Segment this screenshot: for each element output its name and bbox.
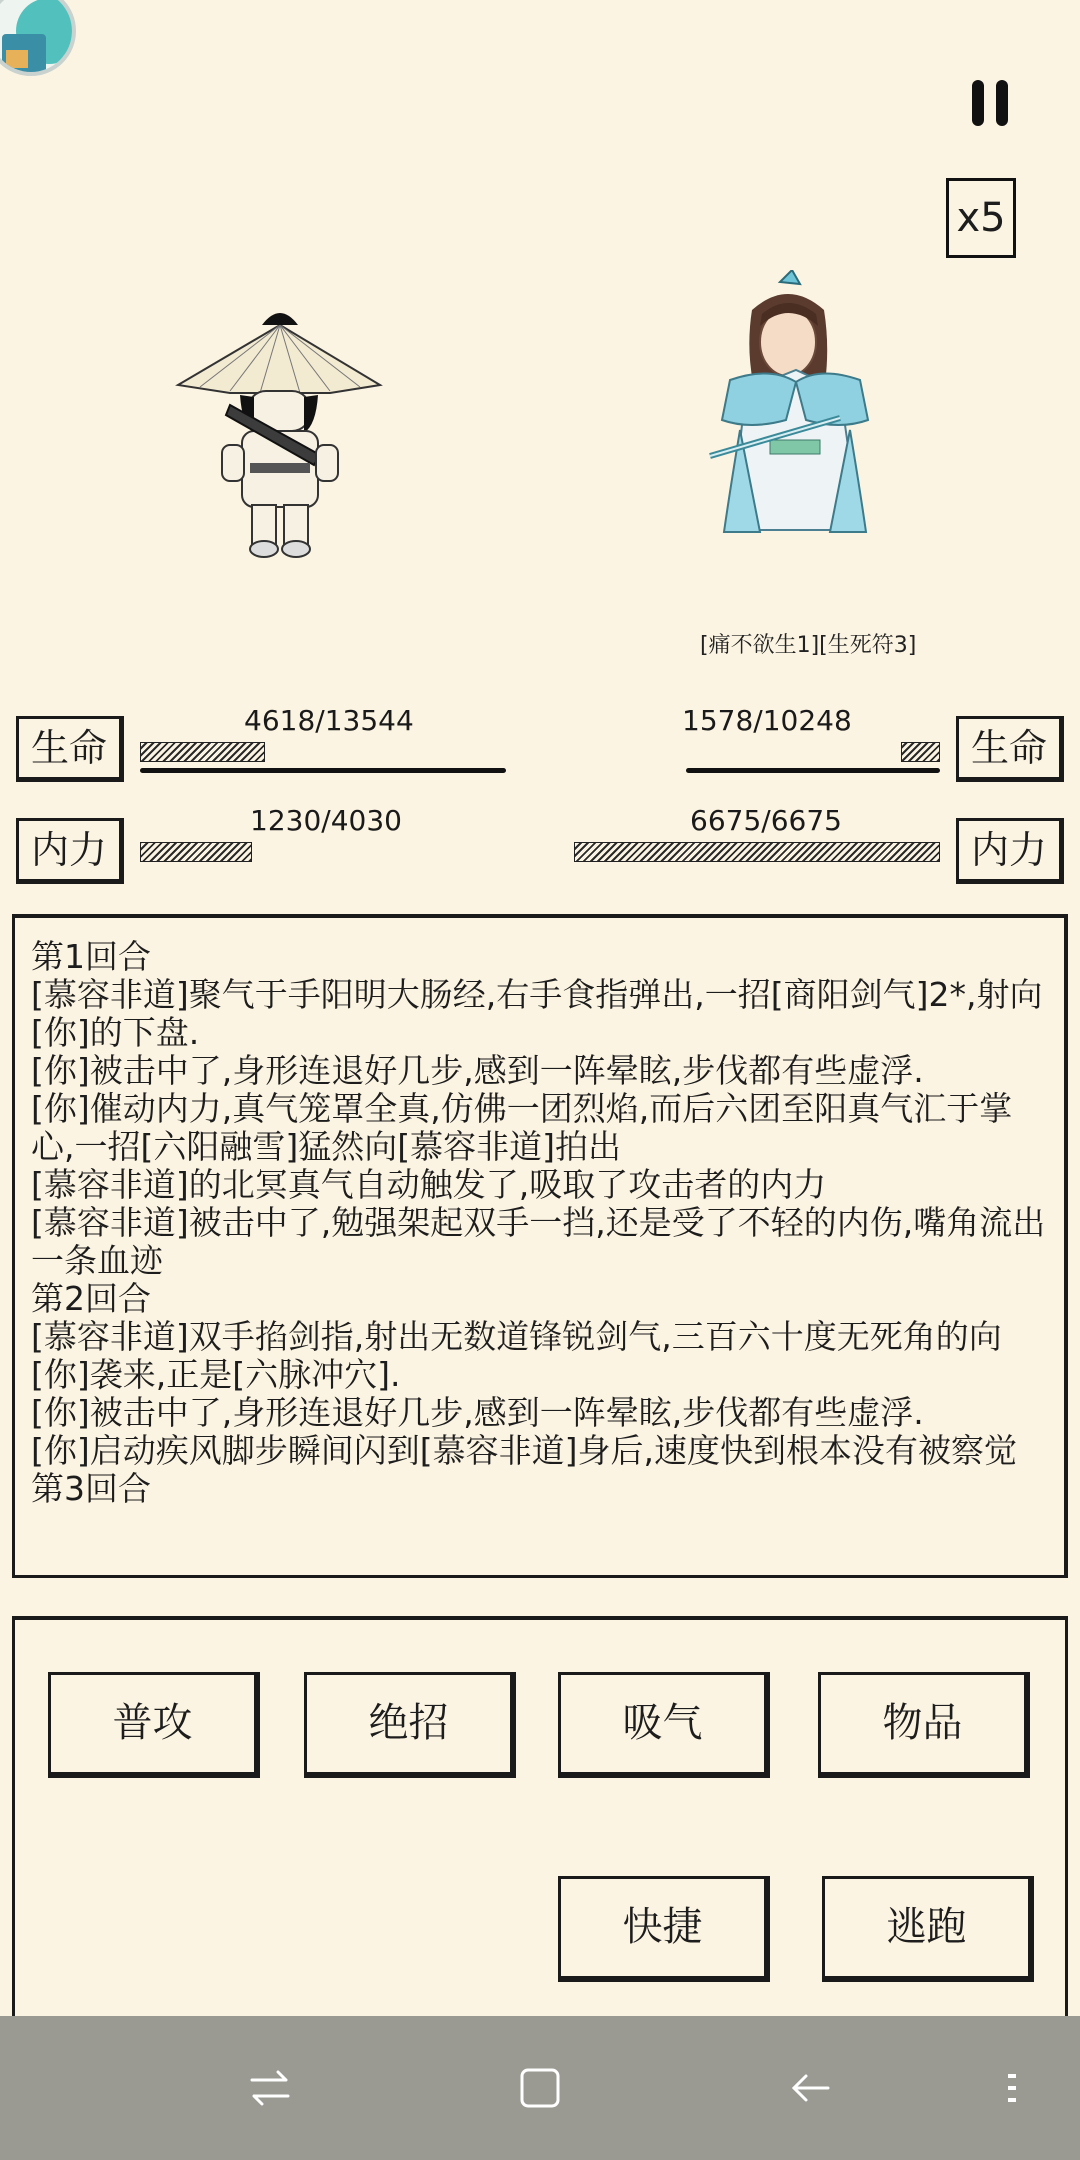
floating-assistant-icon[interactable]: [0, 0, 76, 76]
speed-button[interactable]: x5: [946, 178, 1016, 258]
ultimate-button[interactable]: 绝招: [304, 1672, 516, 1778]
enemy-hp-value: 1578/10248: [682, 704, 852, 737]
enemy-mp-bar: [574, 842, 940, 862]
log-line: [慕容非道]聚气于手阳明大肠经,右手食指弹出,一招[商阳剑气]2*,射向[你]的下盘.: [31, 975, 1043, 1052]
player-hp-bar: [140, 742, 265, 762]
pause-button[interactable]: [966, 78, 1016, 128]
items-button[interactable]: 物品: [818, 1672, 1030, 1778]
breathe-button[interactable]: 吸气: [558, 1672, 770, 1778]
log-line: [你]催动内力,真气笼罩全真,仿佛一团烈焰,而后六团至阳真气汇于掌心,一招[六阳融雪]猛然向[慕容非道]拍出: [31, 1089, 1013, 1166]
player-mp-label: 内力: [16, 818, 124, 884]
log-line: 第3回合: [31, 1469, 151, 1508]
flee-button[interactable]: 逃跑: [822, 1876, 1034, 1982]
home-icon[interactable]: [516, 2064, 564, 2112]
log-line: [你]被击中了,身形连退好几步,感到一阵晕眩,步伐都有些虚浮.: [31, 1393, 924, 1432]
enemy-hp-bar: [901, 742, 940, 762]
log-line: [慕容非道]的北冥真气自动触发了,吸取了攻击者的内力: [31, 1165, 827, 1204]
back-icon[interactable]: [786, 2064, 834, 2112]
log-line: [慕容非道]被击中了,勉强架起双手一挡,还是受了不轻的内伤,嘴角流出一条血迹: [31, 1203, 1046, 1280]
player-hp-value: 4618/13544: [244, 704, 414, 737]
enemy-hp-track: [686, 768, 940, 773]
log-line: [慕容非道]双手掐剑指,射出无数道锋锐剑气,三百六十度无死角的向[你]袭来,正是[六脉冲穴].: [31, 1317, 1002, 1394]
log-line: 第2回合: [31, 1279, 151, 1318]
log-line: [你]被击中了,身形连退好几步,感到一阵晕眩,步伐都有些虚浮.: [31, 1051, 924, 1090]
log-line: [你]启动疾风脚步瞬间闪到[慕容非道]身后,速度快到根本没有被察觉: [31, 1431, 1017, 1470]
pause-icon: [972, 80, 984, 126]
player-character-sprite: [170, 295, 390, 565]
player-mp-value: 1230/4030: [250, 804, 402, 837]
system-nav-bar: [0, 2016, 1080, 2160]
enemy-status-effects: [痛不欲生1][生死符3]: [700, 633, 917, 658]
enemy-hp-label: 生命: [956, 716, 1064, 782]
enemy-character-sprite: [700, 270, 890, 560]
shortcut-button[interactable]: 快捷: [558, 1876, 770, 1982]
enemy-mp-value: 6675/6675: [690, 804, 842, 837]
player-hp-track: [140, 768, 506, 773]
player-mp-bar: [140, 842, 252, 862]
recent-apps-icon[interactable]: [246, 2064, 294, 2112]
enemy-mp-label: 内力: [956, 818, 1064, 884]
battle-log[interactable]: [12, 914, 1068, 1578]
log-line: 第1回合: [31, 937, 151, 976]
player-hp-label: 生命: [16, 716, 124, 782]
menu-dots-icon[interactable]: [1000, 2064, 1024, 2112]
attack-button[interactable]: 普攻: [48, 1672, 260, 1778]
